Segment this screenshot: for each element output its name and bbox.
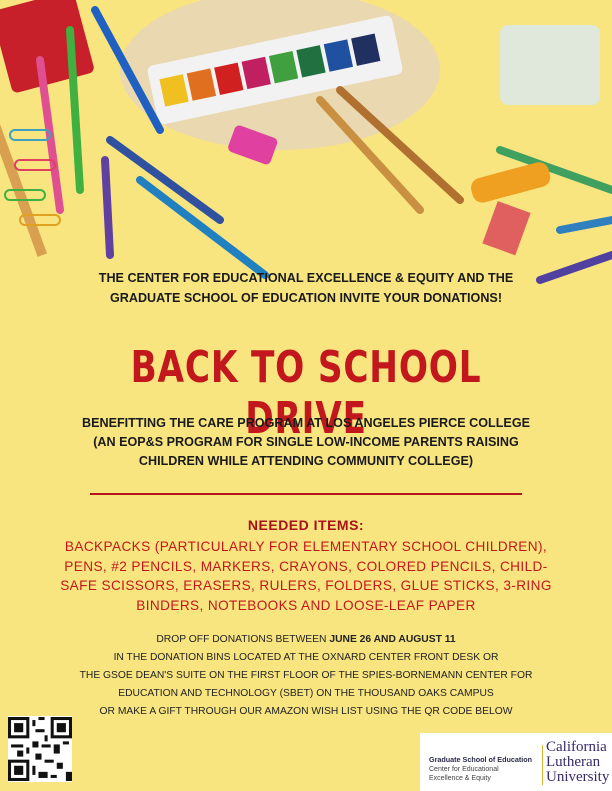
dropoff-dates: JUNE 26 AND AUGUST 11 [329, 634, 456, 645]
logo-divider [542, 745, 543, 785]
calculator [0, 0, 95, 94]
dropoff-line: OR MAKE A GIFT THROUGH OUR AMAZON WISH LIST USING THE QR CODE BELOW [99, 706, 513, 717]
logo-university-line: Lutheran [546, 754, 601, 770]
logo-university-line: California [546, 739, 607, 755]
intro-line: GRADUATE SCHOOL OF EDUCATION INVITE YOUR DONATIONS! [109, 291, 503, 305]
dropoff-line: THE GSOE DEAN'S SUITE ON THE FIRST FLOOR OF THE SPIES-BORNEMANN CENTER FOR [79, 670, 533, 681]
intro-line: THE CENTER FOR EDUCATIONAL EXCELLENCE & EQUITY AND THE [98, 271, 514, 285]
logo-center-line: Excellence & Equity [429, 775, 491, 782]
university-logo [420, 733, 612, 791]
invitation-text [0, 268, 612, 308]
amazon-wishlist-qr-code[interactable] [8, 716, 72, 782]
dropoff-prefix: DROP OFF DONATIONS BETWEEN [156, 634, 330, 645]
needed-items-heading: NEEDED ITEMS: [247, 517, 365, 533]
dropoff-line: EDUCATION AND TECHNOLOGY (SBET) ON THE THOUSAND OAKS CAMPUS [118, 688, 494, 699]
school-supplies-photo [0, 0, 612, 300]
dropoff-dates-line [0, 631, 612, 649]
needed-items-list [40, 537, 572, 615]
logo-school-name: Graduate School of Education [429, 755, 533, 764]
logo-university-name [546, 740, 609, 785]
benefit-line: BENEFITTING THE CARE PROGRAM AT LOS ANGELES PIERCE COLLEGE [81, 416, 531, 430]
benefit-line: CHILDREN WHILE ATTENDING COMMUNITY COLLEGE) [138, 454, 474, 468]
page-title: BACK TO SCHOOL DRIVE [130, 342, 482, 444]
benefit-line: (AN EOP&S PROGRAM FOR SINGLE LOW-INCOME PARENTS RAISING [93, 435, 519, 449]
logo-center-name [429, 765, 539, 783]
needed-line: SAFE SCISSORS, ERASERS, RULERS, FOLDERS, GLUE STICKS, 3-RING [60, 578, 552, 593]
needed-line: PENS, #2 PENCILS, MARKERS, CRAYONS, COLORED PENCILS, CHILD- [64, 558, 548, 574]
dropoff-info [0, 631, 612, 721]
logo-university-line: University [546, 769, 610, 785]
benefit-text [0, 414, 612, 471]
eraser [482, 201, 530, 255]
needed-line: BINDERS, NOTEBOOKS AND LOOSE-LEAF PAPER [136, 597, 476, 613]
dropoff-line: IN THE DONATION BINS LOCATED AT THE OXNARD CENTER FRONT DESK OR [113, 652, 499, 663]
divider [90, 493, 522, 495]
glue-stick [469, 160, 553, 205]
needed-line: BACKPACKS (PARTICULARLY FOR ELEMENTARY SCHOOL CHILDREN), [64, 539, 548, 554]
logo-center-line: Center for Educational [429, 766, 499, 773]
pushpin-box [500, 25, 600, 105]
ruler [0, 103, 47, 257]
